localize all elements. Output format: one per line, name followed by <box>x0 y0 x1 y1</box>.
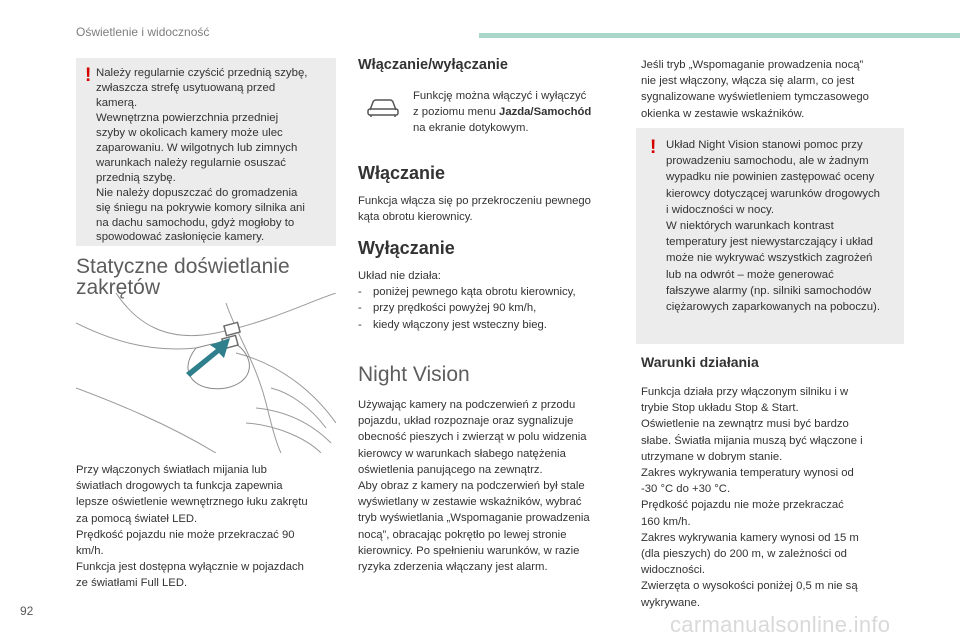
text-line <box>413 104 633 120</box>
warning-line: temperatury jest niewystarczający i układ <box>666 236 874 249</box>
text-line: -30 °C do +30 °C. <box>641 483 731 496</box>
menu-path: Jazda/Samochód <box>499 106 592 119</box>
disabling-text <box>358 268 620 333</box>
text-line: na ekranie dotykowym. <box>413 122 529 135</box>
warning-line: szyby w okolicach kamery może ulec <box>96 126 283 139</box>
camera-cleaning-warning-box <box>76 58 336 246</box>
text-line: nie jest włączony, włącza się alarm, co jest <box>641 75 855 88</box>
section-header-title: Oświetlenie i widoczność <box>76 25 210 39</box>
text-line: kąta obrotu kierownicy. <box>358 211 473 224</box>
text-line: kierowcy w warunkach słabego natężenia <box>358 447 566 460</box>
warning-line: może nie wykrywać wszystkich zagrożeń <box>666 252 873 265</box>
on-off-text <box>413 88 633 137</box>
warning-text <box>666 137 902 315</box>
arrow-icon <box>186 338 230 377</box>
text-line: nocą”, obracając pokrętło po lewej stronie <box>358 528 567 541</box>
title-line: Statyczne doświetlanie <box>76 255 290 278</box>
text-line: Zakres wykrywania temperatury wynosi od <box>641 467 854 480</box>
text-line: za pomocą świateł LED. <box>76 512 198 525</box>
night-vision-warning-box <box>636 128 904 344</box>
night-vision-text <box>358 397 622 575</box>
watermark: carmanualsonline.info <box>670 612 891 637</box>
text-line: Aby obraz z kamery na podczerwień był stale <box>358 480 585 493</box>
warning-line: ciężarowych zaparkowanych na poboczu). <box>666 301 881 314</box>
text-line: obecność pieszych i zwierząt w polu widzenia <box>358 431 587 444</box>
text-line: Funkcja działa przy włączonym silniku i w <box>641 386 849 398</box>
text-span: z poziomu menu <box>413 106 500 119</box>
warning-line: Układ Night Vision stanowi pomoc przy <box>666 139 863 151</box>
list-item: - poniżej pewnego kąta obrotu kierownicy, <box>358 284 620 300</box>
warning-line: zwłaszcza strefę usytuowaną przed <box>96 81 276 94</box>
text-line: Układ nie działa: <box>358 270 441 282</box>
text-line: wyświetlany w zestawie wskaźników, wybrać <box>358 496 582 509</box>
text-line: Jeśli tryb „Wspomaganie prowadzenia nocą” <box>641 59 864 71</box>
text-line: widoczności. <box>641 564 706 577</box>
warning-line: się śniegu na pokrywie komory silnika ani <box>96 201 305 214</box>
text-line: km/h. <box>76 545 104 558</box>
warning-line: Wewnętrzna powierzchnia przedniej <box>96 111 279 124</box>
text-line: oświetlenia panującego na zewnątrz. <box>358 463 543 476</box>
warning-line: i widoczności w nocy. <box>666 203 775 216</box>
warning-line: W niektórych warunkach kontrast <box>666 220 834 233</box>
text-line: utrzymane w dobrym stanie. <box>641 450 783 463</box>
warning-line: Należy regularnie czyścić przednią szybę, <box>96 67 308 79</box>
enabling-title: Włączanie <box>358 163 446 183</box>
warning-line: fałszywe alarmy (np. silniki samochodów <box>666 284 872 297</box>
enabling-text <box>358 193 620 225</box>
warning-text <box>96 66 332 245</box>
title-line: zakrętów <box>76 276 161 299</box>
text-line: Funkcja włącza się po przekroczeniu pewnego <box>358 195 591 207</box>
warning-line: spowodować zasłonięcie kamery. <box>96 231 265 244</box>
disabling-list <box>358 284 620 333</box>
warning-line: warunkach należy regularnie osuszać <box>96 156 286 169</box>
conditions-title: Warunki działania <box>641 354 759 370</box>
warning-line: zaparowaniu. W wilgotnych lub zimnych <box>96 141 298 154</box>
static-cornering-text <box>76 462 338 592</box>
warning-line: kierowcy dotyczącej warunków drogowych <box>666 187 880 200</box>
text-line: światłach drogowych ta funkcja zapewnia <box>76 480 283 493</box>
night-vision-alarm-text <box>641 57 905 122</box>
static-cornering-title <box>76 256 290 298</box>
page-number: 92 <box>20 604 34 618</box>
text-line: ze światłami Full LED. <box>76 577 188 590</box>
text-line: słabe. Światła mijania muszą być włączone i <box>641 434 863 447</box>
text-line: lepsze oświetlenie wewnętrznego łuku zakrętu <box>76 496 308 509</box>
text-line: wykrywane. <box>641 596 701 609</box>
warning-icon: ! <box>85 65 92 86</box>
warning-line: lub na odwrót – może generować <box>666 268 834 281</box>
warning-icon: ! <box>650 137 657 158</box>
text-line: Funkcję można włączyć i wyłączyć <box>413 90 587 102</box>
text-line: Prędkość pojazdu nie może przekraczać <box>641 499 844 512</box>
headlight-illustration <box>76 293 336 453</box>
on-off-title: Włączanie/wyłączanie <box>358 57 508 73</box>
night-vision-title: Night Vision <box>358 363 470 386</box>
warning-line: przednią szybę. <box>96 171 176 184</box>
text-line: Prędkość pojazdu nie może przekraczać 90 <box>76 528 295 541</box>
text-line: ryzyka zderzenia włączany jest alarm. <box>358 561 548 574</box>
text-line: sygnalizowane wyświetleniem tymczasowego <box>641 91 869 104</box>
text-line: Zwierzęta o wysokości poniżej 0,5 m nie są <box>641 580 858 593</box>
text-line: tryb wyświetlania „Wspomaganie prowadzenia <box>358 512 590 525</box>
warning-line: na dachu samochodu, gdyż mogłoby to <box>96 216 295 229</box>
disabling-title: Wyłączanie <box>358 238 455 258</box>
text-line: Oświetlenie na zewnątrz musi być bardzo <box>641 418 849 431</box>
car-icon <box>366 96 400 118</box>
text-line: kierownicy. Po spełnieniu warunków, w razie <box>358 544 580 557</box>
text-line: Funkcja jest dostępna wyłącznie w pojazdach <box>76 561 304 574</box>
text-line: Przy włączonych światłach mijania lub <box>76 464 267 476</box>
header-accent-bar <box>479 33 960 38</box>
text-line: (dla pieszych) do 200 m, w zależności od <box>641 548 847 561</box>
warning-line: Nie należy dopuszczać do gromadzenia <box>96 186 298 199</box>
warning-line: prowadzeniu samochodu, ale w żadnym <box>666 155 869 168</box>
text-line: 160 km/h. <box>641 515 691 528</box>
text-line: trybie Stop układu Stop & Start. <box>641 402 799 415</box>
text-line: Używając kamery na podczerwień z przodu <box>358 399 576 411</box>
text-line: pojazdu, układ rozpoznaje oraz sygnalizuje <box>358 415 574 428</box>
warning-line: wypadku nie powinien zastępować oceny <box>666 171 875 184</box>
list-item: - kiedy włączony jest wsteczny bieg. <box>358 317 620 333</box>
text-line: okienka w zestawie wskaźników. <box>641 107 805 120</box>
warning-line: kamerą. <box>96 96 138 109</box>
conditions-text <box>641 384 905 611</box>
text-line: Zakres wykrywania kamery wynosi od 15 m <box>641 531 859 544</box>
list-item: - przy prędkości powyżej 90 km/h, <box>358 300 620 316</box>
